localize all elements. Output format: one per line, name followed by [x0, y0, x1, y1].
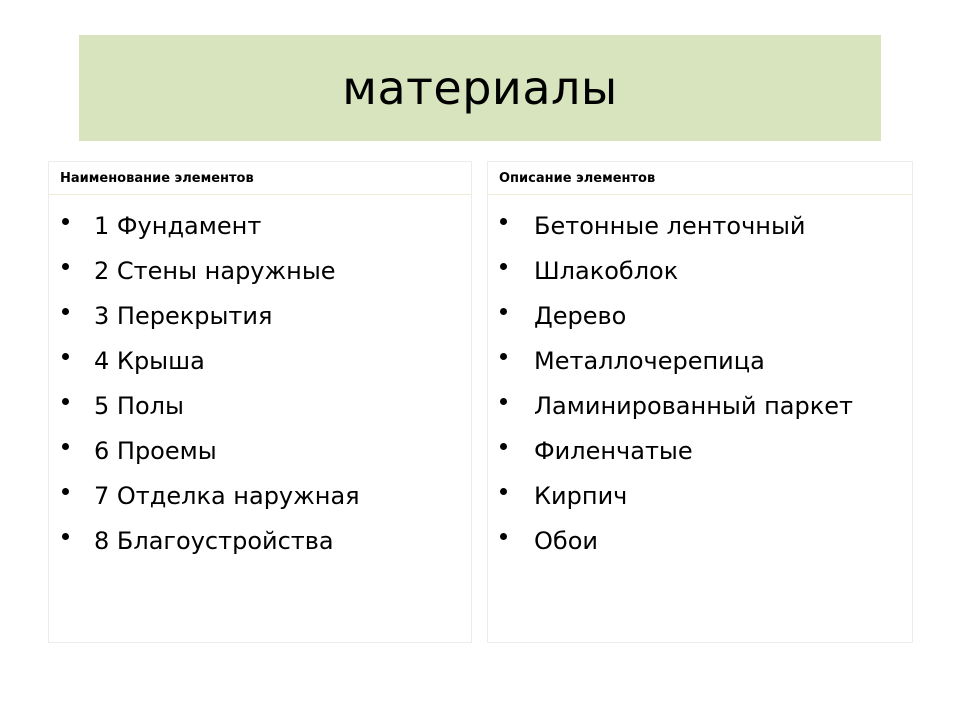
list-item-text: Ламинированный паркет: [534, 391, 853, 420]
list-item: [49, 293, 471, 338]
list-item: [49, 203, 471, 248]
list-item-text: Дерево: [534, 301, 627, 330]
list-item-text: Бетонные ленточный: [534, 211, 806, 240]
elements-descriptions-panel: [487, 161, 913, 643]
bullet-icon: [62, 263, 69, 270]
bullet-icon: [500, 353, 507, 360]
list-item: [488, 518, 912, 563]
list-item-text: 2 Стены наружные: [94, 256, 336, 285]
list-item: [49, 338, 471, 383]
list-item: [488, 473, 912, 518]
bullet-icon: [62, 488, 69, 495]
list-item: [488, 203, 912, 248]
elements-descriptions-list: [488, 203, 912, 563]
list-item-text: Филенчатые: [534, 436, 693, 465]
list-item-text: Шлакоблок: [534, 256, 679, 285]
bullet-icon: [62, 308, 69, 315]
bullet-icon: [62, 443, 69, 450]
list-item-text: 4 Крыша: [94, 346, 205, 375]
list-item-text: 3 Перекрытия: [94, 301, 273, 330]
bullet-icon: [500, 443, 507, 450]
list-item: [49, 518, 471, 563]
bullet-icon: [62, 218, 69, 225]
title-band: [79, 35, 881, 141]
list-item: [488, 293, 912, 338]
list-item-text: 7 Отделка наружная: [94, 481, 360, 510]
list-item-text: Обои: [534, 526, 598, 555]
list-item-text: 1 Фундамент: [94, 211, 262, 240]
bullet-icon: [62, 353, 69, 360]
bullet-icon: [62, 533, 69, 540]
list-item-text: 5 Полы: [94, 391, 184, 420]
bullet-icon: [500, 533, 507, 540]
list-item: [49, 473, 471, 518]
list-item: [49, 428, 471, 473]
elements-names-list: [49, 203, 471, 563]
elements-names-panel: [48, 161, 472, 643]
bullet-icon: [500, 308, 507, 315]
elements-descriptions-header: Описание элементов: [488, 162, 912, 195]
list-item-text: Металлочерепица: [534, 346, 765, 375]
list-item-text: 8 Благоустройства: [94, 526, 334, 555]
bullet-icon: [500, 218, 507, 225]
list-item: [49, 383, 471, 428]
list-item: [488, 383, 912, 428]
bullet-icon: [62, 398, 69, 405]
bullet-icon: [500, 398, 507, 405]
list-item: [488, 248, 912, 293]
elements-names-header: Наименование элементов: [49, 162, 471, 195]
list-item: [488, 428, 912, 473]
slide-title: материалы: [342, 61, 618, 115]
list-item-text: 6 Проемы: [94, 436, 217, 465]
bullet-icon: [500, 263, 507, 270]
list-item-text: Кирпич: [534, 481, 628, 510]
list-item: [49, 248, 471, 293]
bullet-icon: [500, 488, 507, 495]
list-item: [488, 338, 912, 383]
